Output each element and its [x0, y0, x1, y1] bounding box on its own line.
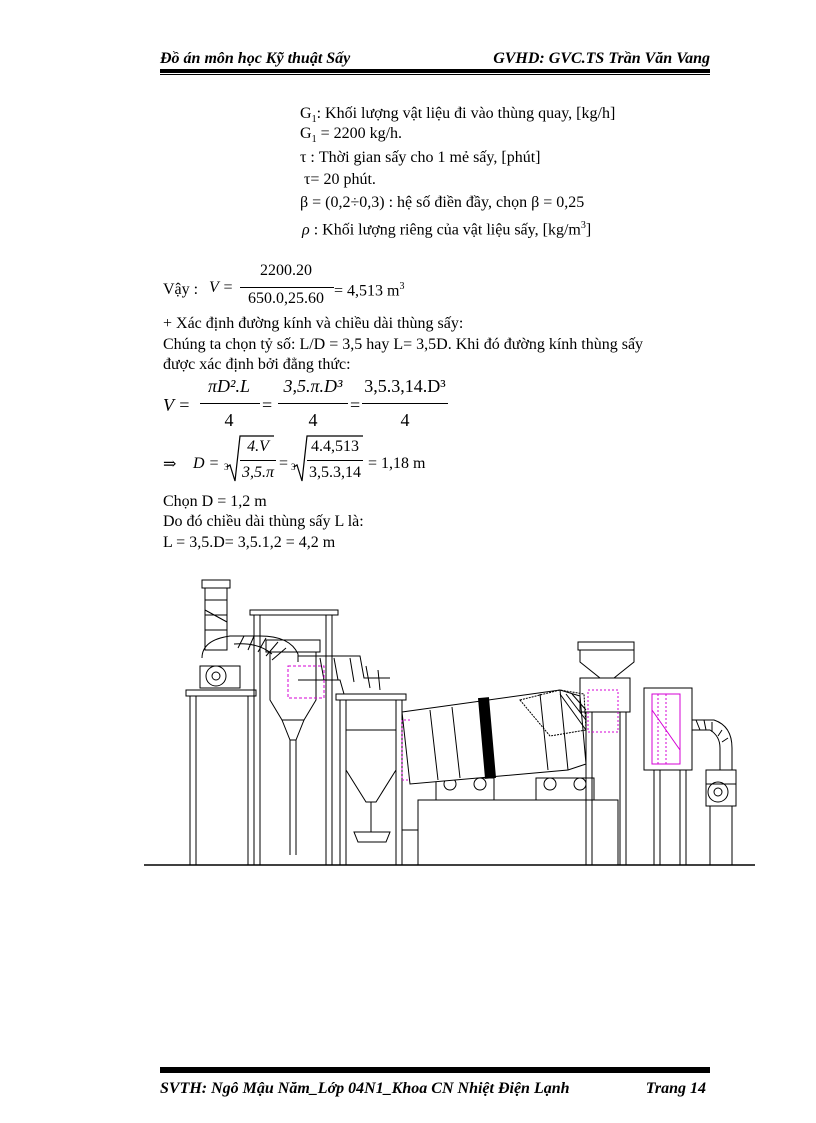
eq-frac3-line [362, 403, 448, 404]
def-tau: τ : Thời gian sấy cho 1 mẻ sấy, [phút] [300, 149, 541, 166]
eq-frac3-num: 3,5.3,14.D³ [364, 376, 446, 396]
eq-sign-2: = [350, 395, 361, 415]
eq-frac2-line [278, 403, 348, 404]
def-g1-value: $G_1 = 2200$ kg/h. [300, 125, 403, 146]
d-lhs: D = [193, 455, 220, 472]
header-course-title: Đồ án môn học Kỹ thuật Sấy [160, 50, 351, 67]
eq-frac3-den: 4 [400, 410, 410, 430]
rotary-drum [402, 690, 586, 784]
root2-line [307, 460, 363, 461]
eq-sign-1: = [262, 395, 273, 415]
eq-frac1-line [200, 403, 260, 404]
implies-arrow: ⇒ [163, 456, 177, 473]
footer-page-number: Trang 14 [645, 1080, 706, 1097]
supply-fan [692, 720, 736, 865]
root2-index: 3 [291, 462, 296, 472]
ratio-line-2: được xác định bởi đẳng thức: [163, 356, 351, 373]
footer-student: SVTH: Ngô Mậu Năm_Lớp 04N1_Khoa CN Nhiệt Điện Lạnh [160, 1080, 570, 1097]
volume-numerator: 2200.20 [260, 262, 312, 279]
length-value: L = 3,5.D= 3,5.1,2 = 4,2 m [163, 534, 336, 551]
d-result: = 1,18 m [368, 455, 426, 472]
length-intro: Do đó chiều dài thùng sấy L là: [163, 513, 364, 530]
duct [288, 656, 390, 698]
furnace [644, 688, 692, 865]
page-footer [160, 1080, 710, 1102]
ratio-line-1: Chúng ta chọn tỷ số: L/D = 3,5 hay L= 3,5D. Khi đó đường kính thùng sấy [163, 336, 644, 353]
volume-prefix: Vậy : [163, 281, 199, 298]
footer-rule [160, 1067, 710, 1073]
volume-denominator: 650.0,25.60 [248, 290, 324, 307]
feed-hopper [578, 642, 634, 865]
header-advisor: GVHD: GVC.TS Trần Văn Vang [493, 50, 710, 67]
header-rule-thin [160, 74, 710, 75]
root1-den: 3,5.π [241, 464, 274, 481]
choose-d: Chọn D = 1,2 m [163, 493, 267, 510]
def-rho: ρ : Khối lượng riêng của vật liệu sấy, $[kg/m^3]$ [302, 220, 592, 239]
fan-platform [186, 690, 256, 865]
def-g1: $G_1$: Khối lượng vật liệu đi vào thùng quay, [kg/h] [300, 105, 616, 126]
root1-line [240, 460, 276, 461]
root1-num: 4.V [247, 438, 269, 455]
drying-system-drawing [140, 570, 760, 870]
eq-frac2-den: 4 [308, 410, 318, 430]
volume-fraction-line [240, 287, 334, 288]
volume-lhs: V = [209, 279, 234, 296]
def-beta: β = (0,2÷0,3) : hệ số điền đầy, chọn β = 0,25 [300, 194, 585, 211]
eq-frac1-num: πD².L [208, 376, 250, 396]
eq-frac2-num: 3,5.π.D³ [283, 376, 343, 396]
root1-index: 3 [224, 462, 229, 472]
root2-num: 4.4,513 [311, 438, 359, 455]
root2-den: 3,5.3,14 [309, 464, 361, 481]
header-rule [160, 69, 710, 73]
section-heading: + Xác định đường kính và chiều dài thùng sấy: [163, 315, 464, 332]
eq-frac1-den: 4 [224, 410, 234, 430]
d-eq-sign: = [279, 455, 289, 472]
eq-v-lhs: V = [163, 395, 191, 415]
def-tau-value: τ= 20 phút. [304, 171, 376, 188]
settling-chamber [336, 694, 406, 865]
volume-result: = 4,513 $m^3$ [334, 281, 405, 300]
